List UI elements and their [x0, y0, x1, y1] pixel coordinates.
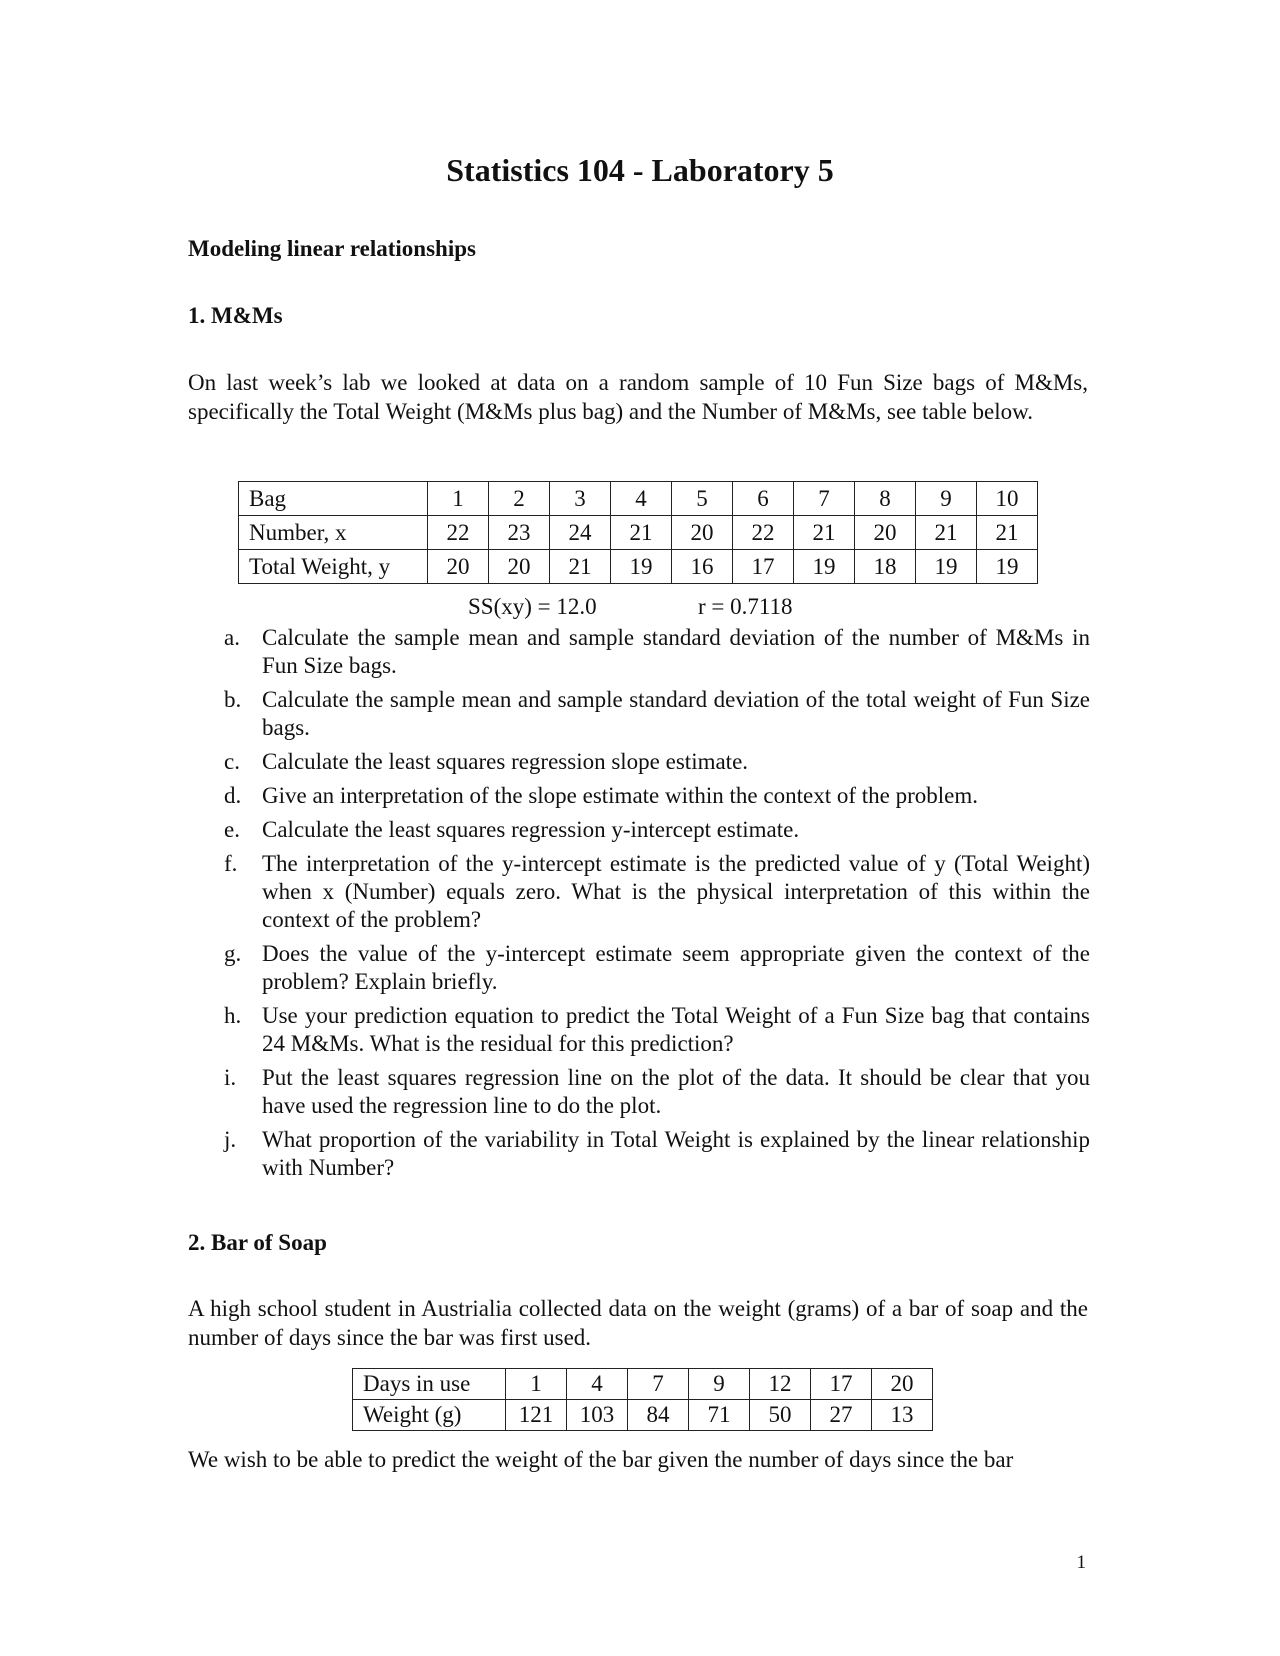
table-cell: 71	[689, 1400, 750, 1431]
list-item	[220, 748, 1090, 776]
question-letter: i.	[224, 1065, 237, 1090]
table-cell: 24	[550, 516, 611, 550]
table-row	[353, 1400, 933, 1431]
question-text: Calculate the sample mean and sample standard deviation of the total weight of Fun Size bags.	[262, 687, 1090, 740]
question-text: Use your prediction equation to predict the Total Weight of a Fun Size bag that contains 24 M&Ms. What is the residual for this prediction?	[262, 1003, 1090, 1056]
table-cell: 5	[672, 482, 733, 516]
document-title: Statistics 104 - Laboratory 5	[446, 152, 834, 188]
table-row	[239, 550, 1038, 584]
table-cell: 13	[872, 1400, 933, 1431]
table-cell: 20	[855, 516, 916, 550]
mm-data-table	[238, 481, 1038, 584]
subtitle: Modeling linear relationships	[188, 236, 476, 261]
table-row	[353, 1369, 933, 1400]
question-text: What proportion of the variability in Total Weight is explained by the linear relationship with Number?	[262, 1127, 1090, 1180]
question-text: The interpretation of the y-intercept estimate is the predicted value of y (Total Weight) when x (Number) equals zero. What is the physical interpretation of this within the context of the problem?	[262, 851, 1090, 932]
row-label: Total Weight, y	[239, 550, 428, 584]
table-cell: 10	[977, 482, 1038, 516]
table-cell: 7	[794, 482, 855, 516]
r-stat: r = 0.7118	[698, 594, 793, 619]
question-list	[220, 624, 1090, 1188]
table-cell: 23	[489, 516, 550, 550]
list-item	[220, 816, 1090, 844]
list-item	[220, 1002, 1090, 1058]
question-letter: g.	[224, 941, 242, 966]
list-item	[220, 1126, 1090, 1182]
question-text: Calculate the least squares regression y-intercept estimate.	[262, 817, 800, 842]
table-cell: 19	[794, 550, 855, 584]
table-cell: 21	[611, 516, 672, 550]
table-cell: 19	[977, 550, 1038, 584]
section-1-heading: 1. M&Ms	[188, 303, 283, 328]
table-cell: 3	[550, 482, 611, 516]
list-item	[220, 940, 1090, 996]
table-cell: 22	[733, 516, 794, 550]
table-cell: 21	[916, 516, 977, 550]
table-cell: 20	[872, 1369, 933, 1400]
table-cell: 20	[489, 550, 550, 584]
question-letter: h.	[224, 1003, 242, 1028]
question-text: Calculate the sample mean and sample standard deviation of the number of M&Ms in Fun Size bags.	[262, 625, 1090, 678]
question-text: Does the value of the y-intercept estimate seem appropriate given the context of the problem? Explain briefly.	[262, 941, 1090, 994]
table-cell: 12	[750, 1369, 811, 1400]
list-item	[220, 1064, 1090, 1120]
list-item	[220, 686, 1090, 742]
list-item	[220, 782, 1090, 810]
table-cell: 103	[567, 1400, 628, 1431]
question-letter: j.	[224, 1127, 237, 1152]
section-2-intro: A high school student in Austrialia collected data on the weight (grams) of a bar of soap and the number of days since the bar was first used.	[188, 1296, 1088, 1350]
row-label: Bag	[239, 482, 428, 516]
table-cell: 9	[689, 1369, 750, 1400]
table-cell: 6	[733, 482, 794, 516]
question-text: Calculate the least squares regression slope estimate.	[262, 749, 749, 774]
table-row	[239, 516, 1038, 550]
table-cell: 8	[855, 482, 916, 516]
table-cell: 4	[611, 482, 672, 516]
table-cell: 21	[977, 516, 1038, 550]
table-cell: 27	[811, 1400, 872, 1431]
page-number: 1	[1076, 1552, 1086, 1573]
question-letter: e.	[224, 817, 240, 842]
row-label: Number, x	[239, 516, 428, 550]
ssxy-stat: SS(xy) = 12.0	[468, 594, 597, 619]
table-cell: 17	[733, 550, 794, 584]
table-cell: 84	[628, 1400, 689, 1431]
row-label: Days in use	[353, 1369, 506, 1400]
section-2-closing: We wish to be able to predict the weight of the bar given the number of days since the bar	[188, 1447, 1014, 1472]
table-cell: 50	[750, 1400, 811, 1431]
section-2-heading: 2. Bar of Soap	[188, 1230, 327, 1255]
question-letter: f.	[224, 851, 238, 876]
section-1-intro: On last week’s lab we looked at data on a random sample of 10 Fun Size bags of M&Ms, specifically the Total Weight (M&Ms plus bag) and the Number of M&Ms, see table below.	[188, 370, 1088, 424]
table-cell: 19	[916, 550, 977, 584]
question-text: Give an interpretation of the slope estimate within the context of the problem.	[262, 783, 978, 808]
table-cell: 1	[428, 482, 489, 516]
table-cell: 17	[811, 1369, 872, 1400]
question-letter: b.	[224, 687, 242, 712]
question-text: Put the least squares regression line on the plot of the data. It should be clear that you have used the regression line to do the plot.	[262, 1065, 1090, 1118]
table-cell: 22	[428, 516, 489, 550]
table-cell: 4	[567, 1369, 628, 1400]
table-cell: 21	[550, 550, 611, 584]
question-letter: c.	[224, 749, 240, 774]
soap-data-table	[352, 1368, 933, 1431]
list-item	[220, 850, 1090, 934]
table-cell: 18	[855, 550, 916, 584]
question-letter: a.	[224, 625, 240, 650]
table-cell: 20	[672, 516, 733, 550]
table-cell: 9	[916, 482, 977, 516]
list-item	[220, 624, 1090, 680]
question-letter: d.	[224, 783, 242, 808]
table-row	[239, 482, 1038, 516]
table-cell: 121	[506, 1400, 567, 1431]
table-cell: 1	[506, 1369, 567, 1400]
table-cell: 2	[489, 482, 550, 516]
row-label: Weight (g)	[353, 1400, 506, 1431]
table-cell: 16	[672, 550, 733, 584]
table-cell: 20	[428, 550, 489, 584]
table-cell: 21	[794, 516, 855, 550]
table-cell: 19	[611, 550, 672, 584]
table-cell: 7	[628, 1369, 689, 1400]
